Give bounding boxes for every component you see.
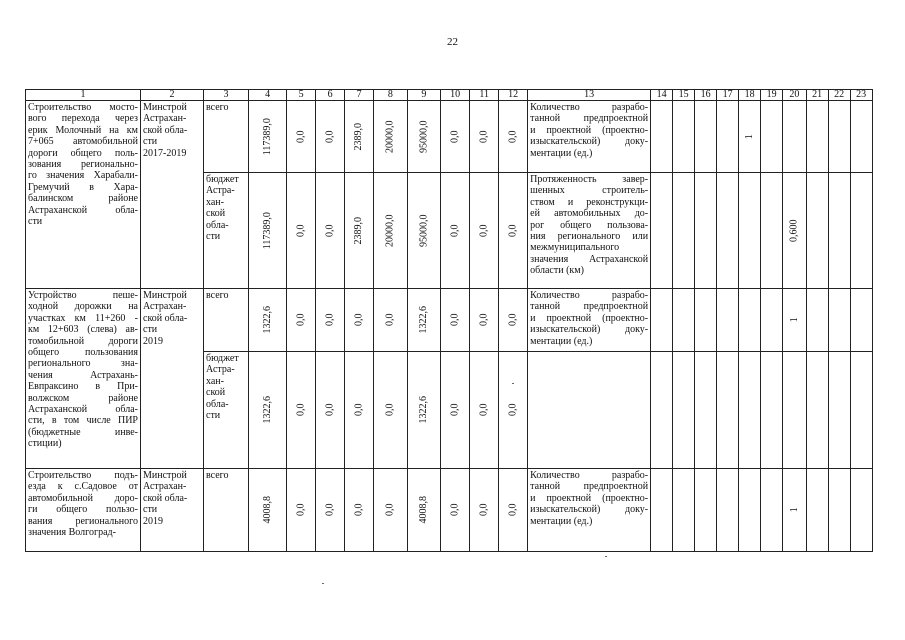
target-col-17 [717, 352, 739, 469]
value-col-7 [345, 289, 374, 352]
target-col-23 [850, 173, 872, 289]
target-col-21 [806, 173, 828, 289]
target-col-21 [806, 352, 828, 469]
target-col-21 [806, 289, 828, 352]
funding-source-line: хан- [206, 196, 224, 208]
value-col-7-value: 0,0 [353, 503, 365, 517]
funding-source-line: всего [206, 470, 229, 481]
value-col-11 [470, 469, 499, 552]
target-col-17 [717, 469, 739, 552]
indicator-line: рог общего пользова- [530, 219, 649, 231]
indicator-line: Количество разрабо- [530, 290, 649, 301]
indicator [528, 289, 651, 352]
value-col-4-value: 1322,6 [261, 396, 273, 424]
header-cell-10: 10 [441, 90, 470, 101]
target-col-22 [828, 289, 850, 352]
value-col-8 [374, 469, 408, 552]
header-cell-8: 8 [374, 90, 408, 101]
header-cell-14: 14 [651, 90, 673, 101]
funding-source-line: Астра- [206, 185, 235, 197]
project-name-line: значения Волгоград- [28, 527, 116, 539]
indicator-line: межмуниципального [530, 242, 620, 254]
value-col-8 [374, 352, 408, 469]
value-col-9 [407, 173, 441, 289]
value-col-4 [249, 173, 287, 289]
indicator-line: танной предпроектной [530, 481, 649, 493]
target-col-16 [695, 469, 717, 552]
header-cell-5: 5 [287, 90, 316, 101]
value-col-7 [345, 101, 374, 173]
project-name-line: Строительство подъ- [28, 470, 138, 481]
header-cell-3: 3 [204, 90, 249, 101]
value-col-10 [441, 469, 470, 552]
project-name-line: км 12+603 (слева) ав- [28, 324, 138, 336]
target-col-14 [651, 173, 673, 289]
executor [141, 289, 204, 469]
target-col-14 [651, 352, 673, 469]
indicator-line: изыскательской) доку- [530, 504, 649, 516]
target-col-17 [717, 289, 739, 352]
project-name-line: Астраханской обла- [28, 204, 138, 216]
project-name-line: сти, в том числе ПИР [28, 415, 138, 427]
indicator-line: Протяженность завер- [530, 174, 649, 185]
funding-source-line: обла- [206, 219, 229, 231]
funding-source-line: бюджет [206, 353, 239, 364]
indicator-line: изыскательской) доку- [530, 324, 649, 336]
indicator-line: ния регионального или [530, 231, 649, 243]
project-name-line: 7+065 автомобильной [28, 136, 138, 148]
value-col-11-value: 0,0 [478, 403, 490, 417]
project-name-line: го значения Харабали- [28, 170, 138, 182]
value-col-5 [287, 101, 316, 173]
executor-line: 2019 [143, 335, 163, 347]
value-col-7-value: 2389,0 [353, 122, 365, 151]
target-col-23 [850, 289, 872, 352]
project-name-line: Евпраксино в При- [28, 381, 138, 393]
project-name-line: Строительство мосто- [28, 102, 138, 113]
value-col-11 [470, 352, 499, 469]
indicator [528, 352, 651, 469]
target-col-19 [761, 173, 783, 289]
value-col-11 [470, 101, 499, 173]
project-name-line: сти [28, 216, 43, 228]
value-col-9 [407, 352, 441, 469]
header-cell-15: 15 [673, 90, 695, 101]
value-col-6 [316, 469, 345, 552]
header-cell-11: 11 [470, 90, 499, 101]
value-col-6 [316, 289, 345, 352]
value-col-10-value: 0,0 [449, 503, 461, 517]
target-col-19 [761, 469, 783, 552]
target-col-16 [695, 101, 717, 173]
header-cell-16: 16 [695, 90, 717, 101]
target-col-22 [828, 101, 850, 173]
value-col-5-value: 0,0 [295, 313, 307, 327]
header-cell-13: 13 [528, 90, 651, 101]
header-cell-18: 18 [739, 90, 761, 101]
target-col-15 [673, 289, 695, 352]
project-name-line: волжском районе [28, 392, 138, 404]
header-cell-20: 20 [783, 90, 807, 101]
value-col-11-value: 0,0 [478, 130, 490, 143]
funding-source-line: ской [206, 387, 226, 399]
project-name-line: дороги общего поль- [28, 147, 138, 159]
project-name-line: общего пользования [28, 347, 138, 359]
project-name-line: участках км 11+260 - [28, 312, 138, 324]
target-col-20 [783, 289, 807, 352]
value-col-11-value: 0,0 [478, 503, 490, 517]
scan-speck [322, 583, 324, 584]
value-col-9 [407, 469, 441, 552]
project-name-line: вания регионального [28, 515, 138, 527]
target-col-14 [651, 469, 673, 552]
value-col-6-value: 0,0 [324, 224, 336, 237]
value-col-6 [316, 173, 345, 289]
project-name-line: Устройство пеше- [28, 290, 138, 301]
value-col-7-value: 0,0 [353, 313, 365, 327]
value-col-7-value: 0,0 [353, 403, 365, 417]
table-row [26, 469, 873, 552]
project-name-line: стиции) [28, 438, 62, 450]
project-name-line: (бюджетные инве- [28, 426, 138, 438]
value-col-9-value: 95000,0 [418, 214, 430, 247]
target-col-22 [828, 173, 850, 289]
value-col-6-value: 0,0 [324, 130, 336, 143]
executor-line: 2019 [143, 515, 163, 527]
value-col-7 [345, 173, 374, 289]
target-col-20 [783, 469, 807, 552]
value-col-6-value: 0,0 [324, 403, 336, 417]
value-col-9 [407, 101, 441, 173]
indicator-line: ментации (ед.) [530, 515, 593, 527]
value-col-12-value: 0,0 [507, 313, 519, 327]
funding-source [204, 469, 249, 552]
target-col-21 [806, 101, 828, 173]
project-name-line: балинском районе [28, 193, 138, 205]
value-col-5-value: 0,0 [295, 224, 307, 237]
value-col-5 [287, 352, 316, 469]
funding-source-line: хан- [206, 375, 224, 387]
target-col-20 [783, 352, 807, 469]
indicator-line: шенных строитель- [530, 185, 649, 197]
executor-line: сти [143, 504, 158, 516]
target-col-18 [739, 469, 761, 552]
executor-line: ской обла- [143, 312, 188, 324]
target-col-15 [673, 352, 695, 469]
executor-line: 2017-2019 [143, 147, 187, 159]
header-cell-9: 9 [407, 90, 441, 101]
indicator-line: ством и реконструкци- [530, 196, 649, 208]
value-col-8 [374, 101, 408, 173]
target-col-20-value: 1 [788, 317, 800, 323]
value-col-9-value: 95000,0 [418, 120, 430, 153]
value-col-12 [499, 469, 528, 552]
target-col-23 [850, 469, 872, 552]
value-col-5 [287, 173, 316, 289]
value-col-10-value: 0,0 [449, 313, 461, 327]
value-col-8-value: 0,0 [384, 503, 396, 517]
value-col-4 [249, 469, 287, 552]
scan-speck [512, 383, 514, 384]
header-cell-12: 12 [499, 90, 528, 101]
value-col-11 [470, 173, 499, 289]
funding-source [204, 173, 249, 289]
indicator-line: Количество разрабо- [530, 470, 649, 481]
target-col-16 [695, 352, 717, 469]
project-name-line: Астраханской обла- [28, 404, 138, 416]
value-col-6 [316, 352, 345, 469]
value-col-4-value: 4008,8 [261, 496, 273, 524]
target-col-20-value: 0,600 [788, 219, 800, 242]
target-col-23 [850, 352, 872, 469]
value-col-7 [345, 469, 374, 552]
executor-line: ской обла- [143, 492, 188, 504]
target-col-15 [673, 469, 695, 552]
executor [141, 469, 204, 552]
executor-line: Астрахан- [143, 301, 187, 313]
target-col-16 [695, 289, 717, 352]
header-row [26, 90, 873, 101]
value-col-11-value: 0,0 [478, 224, 490, 237]
target-col-18 [739, 289, 761, 352]
scan-speck [605, 556, 607, 557]
value-col-12-value: 0,0 [507, 224, 519, 237]
target-col-22 [828, 469, 850, 552]
header-cell-4: 4 [249, 90, 287, 101]
value-col-12-value: 0,0 [507, 130, 519, 143]
funding-source-line: обла- [206, 398, 229, 410]
value-col-8 [374, 173, 408, 289]
funding-source-line: всего [206, 290, 229, 301]
target-col-17 [717, 173, 739, 289]
project-name-line: вого перехода через [28, 113, 138, 125]
executor-line: Минстрой [143, 470, 187, 481]
target-col-18-value: 1 [743, 134, 755, 139]
value-col-7 [345, 352, 374, 469]
value-col-8-value: 0,0 [384, 403, 396, 417]
value-col-8 [374, 289, 408, 352]
funding-source-line: Астра- [206, 364, 235, 376]
header-cell-17: 17 [717, 90, 739, 101]
target-col-23 [850, 101, 872, 173]
value-col-5-value: 0,0 [295, 503, 307, 517]
project-name-line: езда к с.Садовое от [28, 481, 138, 493]
executor-line: Минстрой [143, 290, 187, 301]
executor-line: сти [143, 324, 158, 336]
project-name [26, 101, 141, 289]
header-cell-21: 21 [806, 90, 828, 101]
target-col-20-value: 1 [788, 507, 800, 513]
value-col-8-value: 0,0 [384, 313, 396, 327]
value-col-4 [249, 101, 287, 173]
value-col-4-value: 117389,0 [261, 117, 273, 156]
value-col-9-value: 1322,6 [418, 396, 430, 424]
indicator-line: и проектной (проектно- [530, 492, 649, 504]
header-cell-19: 19 [761, 90, 783, 101]
project-name-line: зования регионально- [28, 159, 138, 171]
value-col-8-value: 20000,0 [384, 120, 396, 153]
funding-source-line: сти [206, 410, 221, 422]
value-col-10 [441, 289, 470, 352]
indicator [528, 173, 651, 289]
executor [141, 101, 204, 289]
funding-source-line: сти [206, 231, 221, 243]
executor-line: Минстрой [143, 102, 187, 113]
funding-source-line: ской [206, 208, 226, 220]
project-name-line: автомобильной доро- [28, 492, 138, 504]
project-name-line: томобильной дороги [28, 335, 138, 347]
program-table [25, 89, 873, 552]
value-col-10 [441, 173, 470, 289]
value-col-5 [287, 469, 316, 552]
target-col-20 [783, 101, 807, 173]
value-col-9 [407, 289, 441, 352]
funding-source-line: всего [206, 102, 229, 113]
indicator-line: изыскательской) доку- [530, 136, 649, 148]
target-col-19 [761, 289, 783, 352]
header-cell-1: 1 [26, 90, 141, 101]
indicator [528, 469, 651, 552]
page-number: 22 [447, 36, 458, 48]
target-col-19 [761, 101, 783, 173]
value-col-12-value: 0,0 [507, 503, 519, 517]
funding-source [204, 101, 249, 173]
header-cell-7: 7 [345, 90, 374, 101]
value-col-5 [287, 289, 316, 352]
project-name-line: ерик Молочный на км [28, 124, 138, 136]
table-row [26, 289, 873, 352]
target-col-16 [695, 173, 717, 289]
value-col-9-value: 1322,6 [418, 306, 430, 334]
value-col-12 [499, 101, 528, 173]
header-cell-23: 23 [850, 90, 872, 101]
project-name-line: ги общего пользо- [28, 504, 138, 516]
target-col-21 [806, 469, 828, 552]
project-name [26, 289, 141, 469]
project-name-line: регионального зна- [28, 358, 138, 370]
value-col-12-value: 0,0 [507, 403, 519, 417]
value-col-10 [441, 101, 470, 173]
value-col-6 [316, 101, 345, 173]
indicator-line: области (км) [530, 265, 584, 277]
header-cell-22: 22 [828, 90, 850, 101]
indicator-line: танной предпроектной [530, 113, 649, 125]
target-col-15 [673, 101, 695, 173]
table-row [26, 101, 873, 173]
value-col-10 [441, 352, 470, 469]
indicator [528, 101, 651, 173]
value-col-11 [470, 289, 499, 352]
funding-source-line: бюджет [206, 174, 239, 185]
project-name-line: ходной дорожки на [28, 301, 138, 313]
project-name [26, 469, 141, 552]
value-col-4 [249, 289, 287, 352]
value-col-12 [499, 173, 528, 289]
value-col-7-value: 2389,0 [353, 216, 365, 245]
funding-source [204, 352, 249, 469]
target-col-15 [673, 173, 695, 289]
value-col-12 [499, 352, 528, 469]
executor-line: ской обла- [143, 124, 188, 136]
indicator-line: Количество разрабо- [530, 102, 649, 113]
value-col-10-value: 0,0 [449, 130, 461, 143]
value-col-6-value: 0,0 [324, 503, 336, 517]
value-col-5-value: 0,0 [295, 130, 307, 143]
funding-source [204, 289, 249, 352]
value-col-5-value: 0,0 [295, 403, 307, 417]
project-name-line: Гремучий в Хара- [28, 181, 138, 193]
value-col-4-value: 1322,6 [261, 306, 273, 334]
indicator-line: танной предпроектной [530, 301, 649, 313]
indicator-line: и проектной (проектно- [530, 312, 649, 324]
value-col-11-value: 0,0 [478, 313, 490, 327]
value-col-4-value: 117389,0 [261, 211, 273, 250]
indicator-line: и проектной (проектно- [530, 124, 649, 136]
indicator-line: ей автомобильных до- [530, 208, 649, 220]
value-col-10-value: 0,0 [449, 224, 461, 237]
value-col-4 [249, 352, 287, 469]
value-col-10-value: 0,0 [449, 403, 461, 417]
indicator-line: значения Астраханской [530, 253, 649, 265]
value-col-9-value: 4008,8 [418, 496, 430, 524]
target-col-20 [783, 173, 807, 289]
target-col-22 [828, 352, 850, 469]
target-col-18 [739, 352, 761, 469]
target-col-19 [761, 352, 783, 469]
target-col-18 [739, 173, 761, 289]
project-name-line: чения Астрахань- [28, 369, 138, 381]
header-cell-6: 6 [316, 90, 345, 101]
target-col-18 [739, 101, 761, 173]
value-col-8-value: 20000,0 [384, 214, 396, 247]
indicator-line: ментации (ед.) [530, 147, 593, 159]
indicator-line: ментации (ед.) [530, 335, 593, 347]
header-cell-2: 2 [141, 90, 204, 101]
value-col-12 [499, 289, 528, 352]
executor-line: Астрахан- [143, 481, 187, 493]
target-col-14 [651, 289, 673, 352]
value-col-6-value: 0,0 [324, 313, 336, 327]
executor-line: сти [143, 136, 158, 148]
target-col-17 [717, 101, 739, 173]
target-col-14 [651, 101, 673, 173]
executor-line: Астрахан- [143, 113, 187, 125]
